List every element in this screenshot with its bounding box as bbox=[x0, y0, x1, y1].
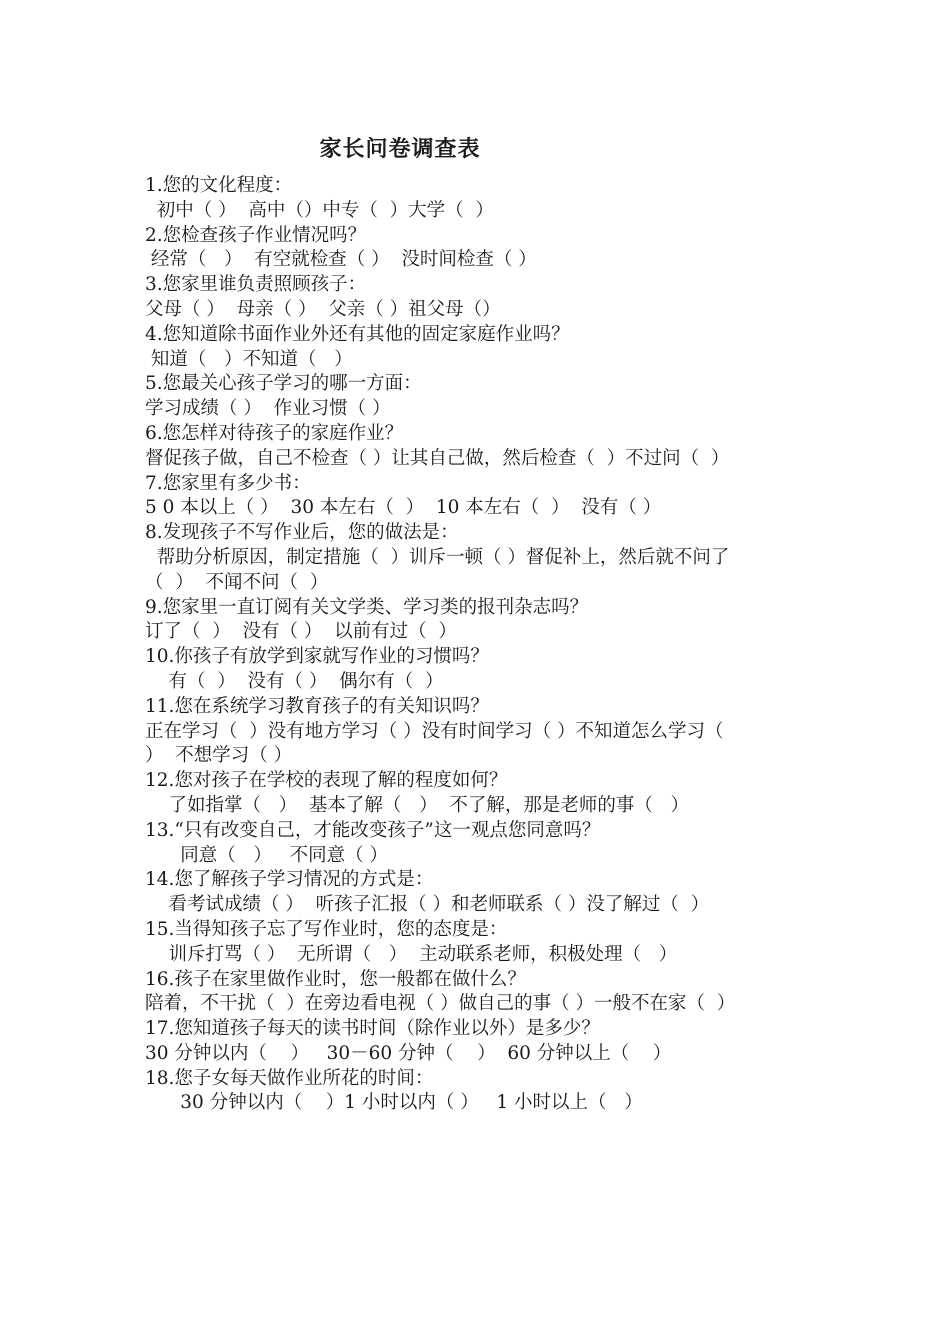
text-line: 30 分钟以内（ ） 30－60 分钟（ ） 60 分钟以上（ ） bbox=[145, 1042, 672, 1064]
text-line: 学习成绩（ ） 作业习惯（ ） bbox=[145, 398, 391, 420]
text-line: 11.您在系统学习教育孩子的有关知识吗？ bbox=[145, 695, 489, 717]
text-line: 5 0 本以上（ ） 30 本左右（ ） 10 本左右（ ） 没有（ ） bbox=[145, 497, 662, 519]
text-line: 12.您对孩子在学校的表现了解的程度如何？ bbox=[145, 770, 508, 792]
text-line: 15.当得知孩子忘了写作业时，您的态度是： bbox=[145, 918, 508, 940]
text-line: 30 分钟以内（ ）1 小时以内（ ） 1 小时以上（ ） bbox=[145, 1092, 643, 1114]
text-line: 有（ ） 没有（ ） 偶尔有（ ） bbox=[145, 670, 444, 692]
text-line: 训斥打骂（ ） 无所谓（ ） 主动联系老师，积极处理（ ） bbox=[145, 943, 678, 965]
text-line: 13.“只有改变自己，才能改变孩子”这一观点您同意吗？ bbox=[145, 819, 601, 841]
document-title: 家长问卷调查表 bbox=[319, 136, 481, 162]
text-line: 陪着，不干扰（ ）在旁边看电视（ ）做自己的事（ ）一般不在家（ ） bbox=[145, 993, 736, 1015]
text-line: 16.孩子在家里做作业时，您一般都在做什么？ bbox=[145, 968, 526, 990]
text-line: （ ） 不闻不问（ ） bbox=[145, 571, 329, 593]
text-line: 初中（ ） 高中（）中专（ ）大学（ ） bbox=[145, 199, 494, 221]
text-line: 7.您家里有多少书： bbox=[145, 472, 311, 494]
text-line: 2.您检查孩子作业情况吗？ bbox=[145, 224, 367, 246]
text-line: 3.您家里谁负责照顾孩子： bbox=[145, 274, 367, 296]
text-line: 10.你孩子有放学到家就写作业的习惯吗？ bbox=[145, 646, 489, 668]
text-line: 6.您怎样对待孩子的家庭作业？ bbox=[145, 422, 404, 444]
text-line: 4.您知道除书面作业外还有其他的固定家庭作业吗？ bbox=[145, 323, 570, 345]
text-line: 知道（ ）不知道（ ） bbox=[145, 348, 353, 370]
text-line: 14.您了解孩子学习情况的方式是： bbox=[145, 869, 434, 891]
text-line: 1.您的文化程度： bbox=[145, 175, 293, 196]
text-line: 看考试成绩（ ） 听孩子汇报（ ）和老师联系（ ）没了解过（ ） bbox=[145, 894, 710, 916]
questionnaire-body bbox=[145, 174, 810, 1116]
text-line: 了如指掌（ ） 基本了解（ ） 不了解，那是老师的事（ ） bbox=[145, 794, 689, 816]
text-line: 同意（ ） 不同意（ ） bbox=[145, 844, 388, 866]
text-line: 5.您最关心孩子学习的哪一方面： bbox=[145, 373, 422, 395]
text-line: 17.您知道孩子每天的读书时间（除作业以外）是多少？ bbox=[145, 1018, 600, 1040]
text-line: 18.您子女每天做作业所花的时间： bbox=[145, 1067, 434, 1089]
text-line: 父母（ ） 母亲（ ） 父亲（ ）祖父母（） bbox=[145, 298, 501, 320]
text-line: ） 不想学习（ ） bbox=[145, 745, 293, 767]
text-line: 正在学习（ ）没有地方学习（ ）没有时间学习（ ）不知道怎么学习（ bbox=[145, 720, 724, 742]
text-line: 8.发现孩子不写作业后，您的做法是： bbox=[145, 522, 459, 544]
text-line: 9.您家里一直订阅有关文学类、学习类的报刊杂志吗？ bbox=[145, 596, 589, 618]
text-line: 经常（ ） 有空就检查（ ） 没时间检查（ ） bbox=[145, 249, 537, 271]
text-line: 帮助分析原因，制定措施（ ）训斥一顿（ ）督促补上，然后就不问了 bbox=[145, 546, 730, 568]
text-line: 督促孩子做，自己不检查（ ）让其自己做，然后检查（ ）不过问（ ） bbox=[145, 447, 730, 469]
text-line: 订了（ ） 没有（ ） 以前有过（ ） bbox=[145, 621, 457, 643]
